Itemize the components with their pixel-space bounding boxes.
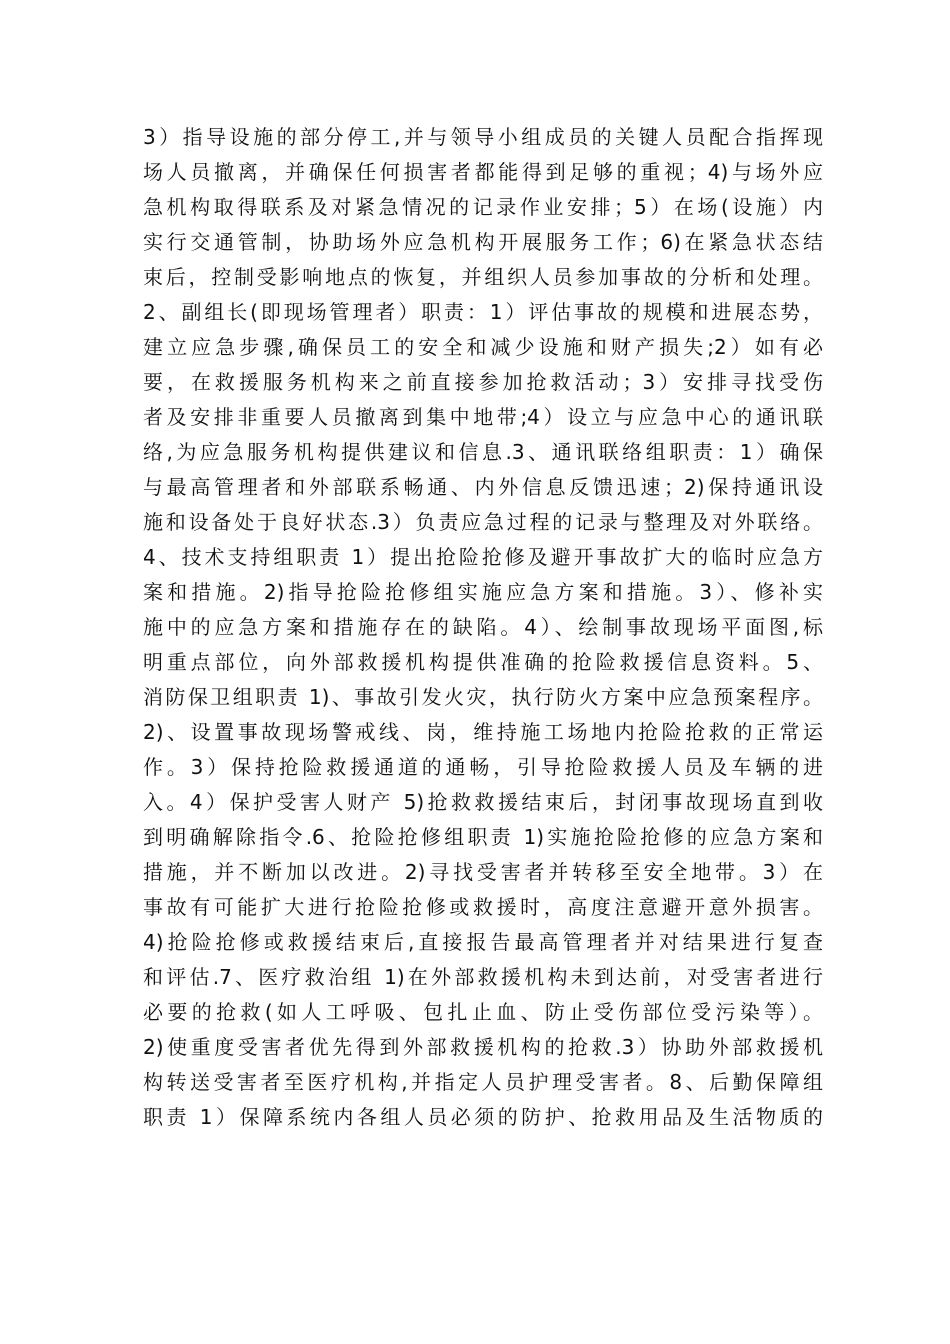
text-line-19: 作。3）保持抢险救援通道的通畅，引导抢险救援人员及车辆的进 — [143, 755, 823, 779]
text-line-10: 络,为应急服务机构提供建议和信息.3、通讯联络组职责：1）确保 — [143, 440, 823, 464]
text-line-14: 案和措施。2)指导抢险抢修组实施应急方案和措施。3）、修补实 — [143, 580, 823, 604]
text-line-7: 建立应急步骤,确保员工的安全和减少设施和财产损失;2）如有必 — [143, 335, 823, 359]
text-line-26: 必要的抢救(如人工呼吸、包扎止血、防止受伤部位受污染等）。 — [143, 1000, 823, 1024]
text-line-18: 2)、设置事故现场警戒线、岗，维持施工场地内抢险抢救的正常运 — [143, 720, 823, 744]
text-line-6: 2、副组长(即现场管理者）职责：1）评估事故的规模和进展态势， — [143, 300, 823, 324]
text-line-11: 与最高管理者和外部联系畅通、内外信息反馈迅速；2)保持通讯设 — [143, 475, 823, 499]
text-line-17: 消防保卫组职责 1)、事故引发火灾，执行防火方案中应急预案程序。 — [143, 685, 823, 709]
text-line-22: 措施，并不断加以改进。2)寻找受害者并转移至安全地带。3）在 — [143, 860, 823, 884]
text-line-23: 事故有可能扩大进行抢险抢修或救援时，高度注意避开意外损害。 — [143, 895, 823, 919]
text-line-27: 2)使重度受害者优先得到外部救援机构的抢救.3）协助外部救援机 — [143, 1035, 823, 1059]
text-line-1: 3）指导设施的部分停工,并与领导小组成员的关键人员配合指挥现 — [143, 125, 823, 149]
text-line-16: 明重点部位，向外部救援机构提供准确的抢险救援信息资料。5、 — [143, 650, 823, 674]
text-line-20: 入。4）保护受害人财产 5)抢救救援结束后，封闭事故现场直到收 — [143, 790, 823, 814]
text-line-8: 要，在救援服务机构来之前直接参加抢救活动；3）安排寻找受伤 — [143, 370, 823, 394]
text-line-24: 4)抢险抢修或救援结束后,直接报告最高管理者并对结果进行复查 — [143, 930, 823, 954]
text-line-2: 场人员撤离，并确保任何损害者都能得到足够的重视；4)与场外应 — [143, 160, 823, 184]
text-line-3: 急机构取得联系及对紧急情况的记录作业安排；5）在场(设施）内 — [143, 195, 823, 219]
text-line-9: 者及安排非重要人员撤离到集中地带;4）设立与应急中心的通讯联 — [143, 405, 823, 429]
text-line-21: 到明确解除指令.6、抢险抢修组职责 1)实施抢险抢修的应急方案和 — [143, 825, 823, 849]
text-line-28: 构转送受害者至医疗机构,并指定人员护理受害者。8、后勤保障组 — [143, 1070, 823, 1094]
body-text — [143, 120, 823, 1135]
text-line-12: 施和设备处于良好状态.3）负责应急过程的记录与整理及对外联络。 — [143, 510, 823, 534]
text-line-13: 4、技术支持组职责 1）提出抢险抢修及避开事故扩大的临时应急方 — [143, 545, 823, 569]
text-line-29: 职责 1）保障系统内各组人员必须的防护、抢救用品及生活物质的 — [143, 1105, 823, 1129]
text-line-5: 束后，控制受影响地点的恢复，并组织人员参加事故的分析和处理。 — [143, 265, 823, 289]
text-line-4: 实行交通管制，协助场外应急机构开展服务工作；6)在紧急状态结 — [143, 230, 823, 254]
text-line-15: 施中的应急方案和措施存在的缺陷。4）、绘制事故现场平面图,标 — [143, 615, 823, 639]
text-line-25: 和评估.7、医疗救治组 1)在外部救援机构未到达前，对受害者进行 — [143, 965, 823, 989]
